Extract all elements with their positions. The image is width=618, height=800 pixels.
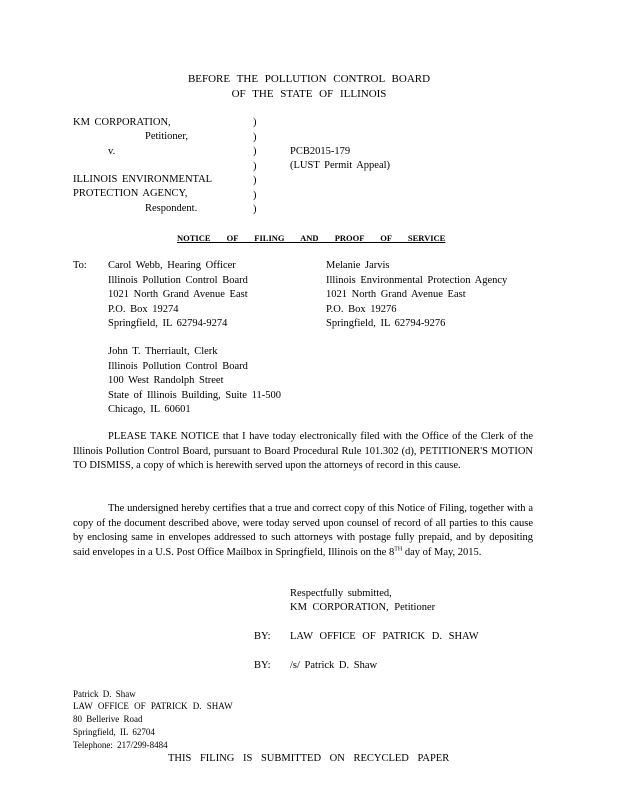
recipient-address-1: Carol Webb, Hearing Officer Illinois Pollution Control Board 1021 North Grand Avenue East P.O. Box 19274 Springfield, IL 62794-9274 [108, 260, 248, 329]
notice-title: NOTICE OF FILING AND PROOF OF SERVICE [177, 233, 446, 243]
petitioner-role: Petitioner, [145, 131, 189, 142]
attorney-name: Patrick D. Shaw [73, 689, 136, 699]
case-type: (LUST Permit Appeal) [290, 160, 391, 171]
ordinal-suffix: TH [394, 546, 403, 552]
respondent-role: Respondent. [145, 203, 198, 214]
recipient-address-3: John T. Therriault, Clerk Illinois Pollution Control Board 100 West Randolph Street State of Illinois Building, Suite 11-500 Chicago, IL 60601 [108, 346, 281, 415]
petitioner-name: KM CORPORATION, [73, 117, 171, 128]
respondent-name-line2: PROTECTION AGENCY, [73, 188, 188, 199]
certification-paragraph: The undersigned hereby certifies that a true and correct copy of this Notice of Filing, together with a copy of the document described above, were today served upon counsel of record of all parties to this cause by enclosing same in envelopes addressed to such attorneys with postage fully prepaid, and by depositing said envelopes in a U.S. Post Office Mailbox in Springfield, Illinois on the 8TH day of May, 2015. [73, 503, 533, 558]
attorney-street: 80 Bellerive Road [73, 714, 143, 724]
caption-parentheses: ) ) ) ) ) ) ) [253, 117, 257, 215]
recipient-address-2: Melanie Jarvis Illinois Environmental Protection Agency 1021 North Grand Avenue East P.O. Box 19276 Springfield, IL 62794-9276 [326, 260, 508, 329]
recycled-paper-footer: THIS FILING IS SUBMITTED ON RECYCLED PAPER [168, 753, 450, 764]
notice-paragraph: PLEASE TAKE NOTICE that I have today electronically filed with the Office of the Clerk of the Illinois Pollution Control Board, pursuant to Board Procedural Rule 101.302 (d), PETITIONER'S MOTION TO DISMISS, a copy of which is herewith served upon the attorneys of record in this cause. [73, 431, 533, 471]
respondent-name-line1: ILLINOIS ENVIRONMENTAL [73, 174, 213, 185]
to-label: To: [73, 260, 87, 271]
attorney-city: Springfield, IL 62704 [73, 727, 155, 737]
by-label-1: BY: [254, 631, 271, 642]
by-label-2: BY: [254, 660, 271, 671]
board-heading-line1: BEFORE THE POLLUTION CONTROL BOARD [187, 73, 431, 85]
electronic-signature: /s/ Patrick D. Shaw [290, 660, 378, 671]
case-number: PCB2015-179 [290, 146, 351, 157]
signature-closing: Respectfully submitted, [290, 588, 392, 599]
attorney-telephone: Telephone: 217/299-8484 [73, 740, 168, 750]
board-heading-line2: OF THE STATE OF ILLINOIS [231, 88, 387, 100]
attorney-firm: LAW OFFICE OF PATRICK D. SHAW [73, 701, 233, 711]
signature-party: KM CORPORATION, Petitioner [290, 602, 436, 613]
signature-firm: LAW OFFICE OF PATRICK D. SHAW [290, 631, 479, 642]
versus-label: v. [108, 146, 116, 157]
